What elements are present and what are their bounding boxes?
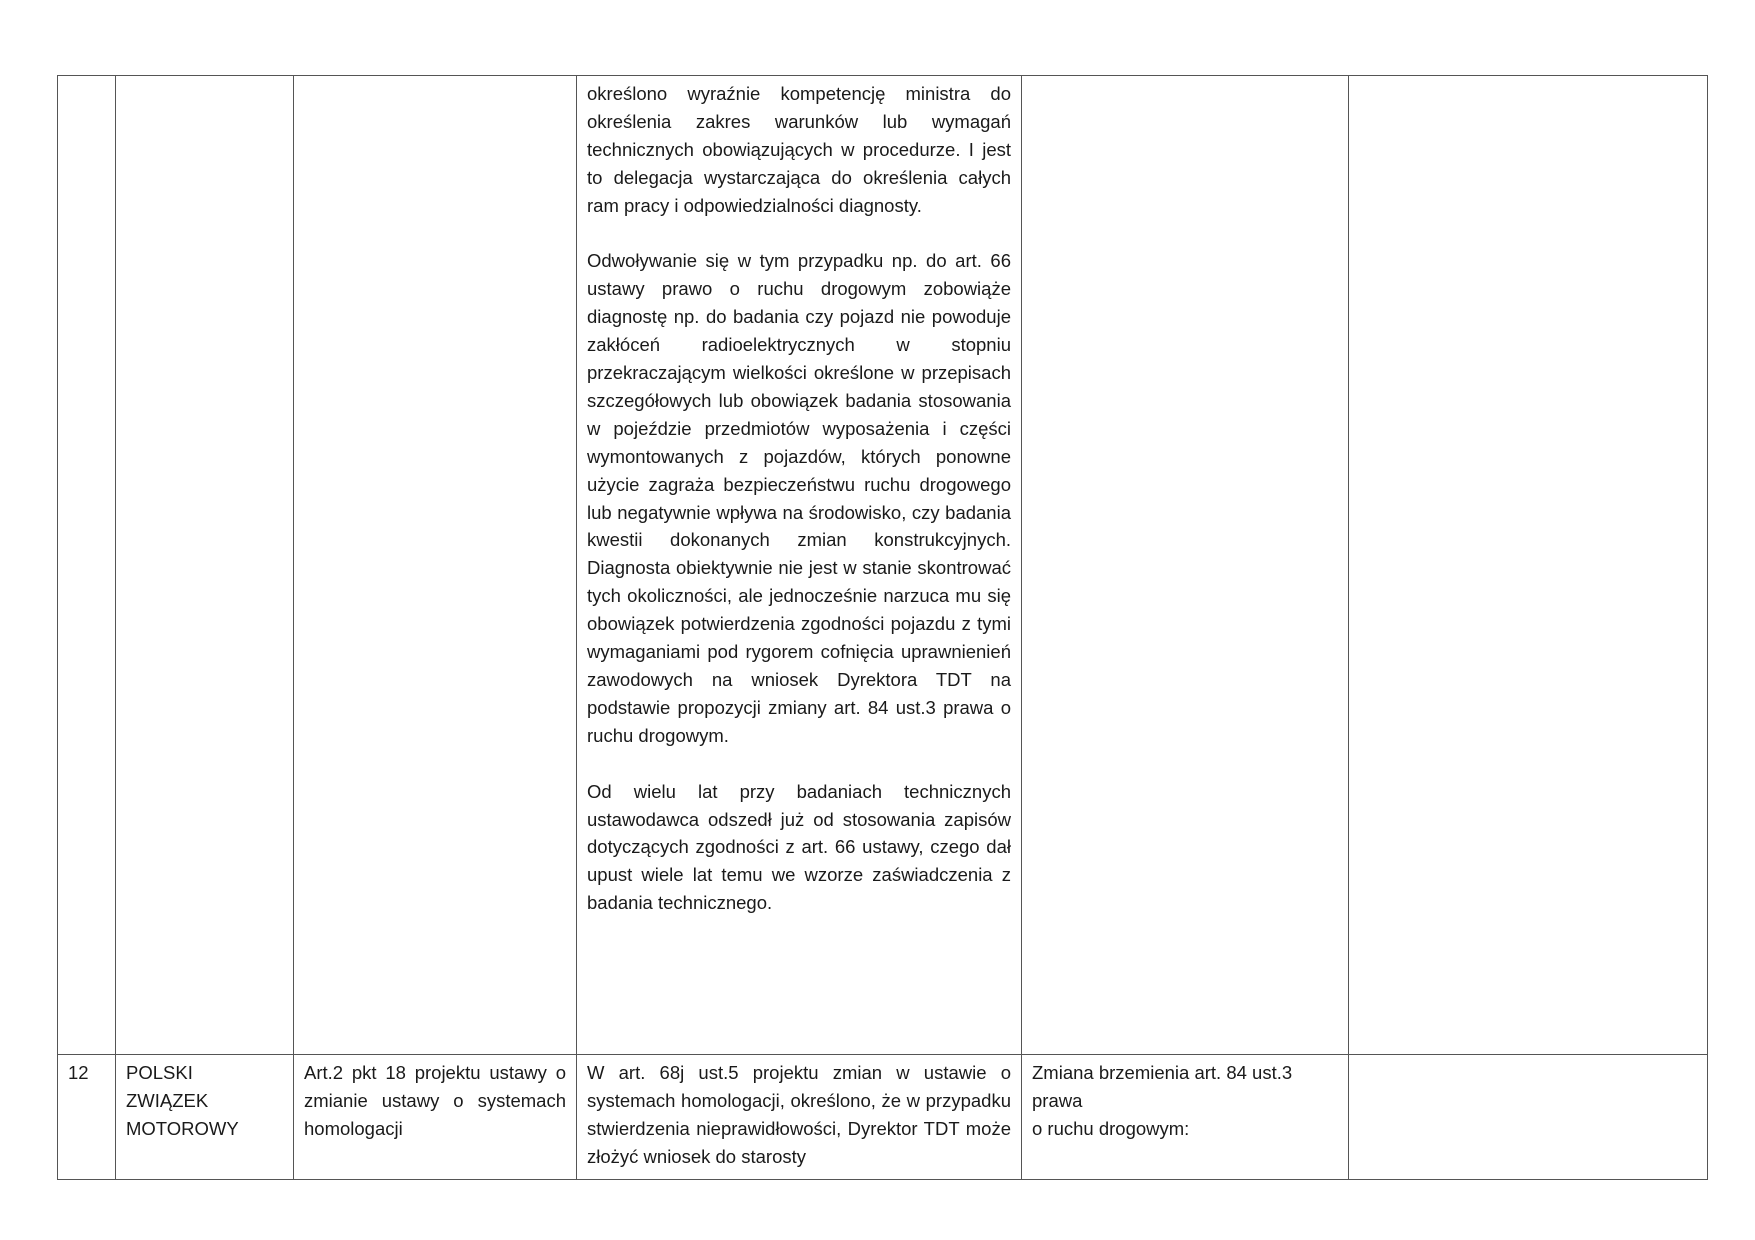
comment-paragraph: Odwoływanie się w tym przypadku np. do art. 66 ustawy prawo o ruchu drogowym zobowiąże diagnostę np. do badania czy pojazd nie powoduje zakłóceń radioelektrycznych w stopniu przekraczającym wielkości określone w przepisach szczegółowych lub obowiązek badania stosowania w pojeździe przedmiotów wyposażenia i części wymontowanych z pojazdów, których ponowne użycie zagraża bezpieczeństwu ruchu drogowego lub negatywnie wpływa na środowisko, czy badania kwestii dokonanych zmian konstrukcyjnych. Diagnosta obiektywnie nie jest w stanie skontrować tych okoliczności, ale jednocześnie narzuca mu się obowiązek potwierdzenia zgodności pojazdu z tymi wymaganiami pod rygorem cofnięcia uprawnienień zawodowych na wniosek Dyrektora TDT na podstawie propozycji zmiany art. 84 ust.3 prawa o ruchu drogowym. — [587, 250, 1011, 746]
table-row — [58, 76, 1708, 1055]
proposal-line: o ruchu drogowym: — [1032, 1117, 1190, 1139]
organization-line: MOTOROWY — [126, 1117, 239, 1139]
organization-line: POLSKI — [126, 1062, 193, 1083]
comments-table — [57, 75, 1708, 1180]
cell-organization — [116, 76, 294, 1055]
cell-number: 12 — [58, 1055, 116, 1180]
proposal-line: Zmiana brzemienia art. 84 ust.3 prawa — [1032, 1062, 1293, 1111]
organization-line: ZWIĄZEK — [126, 1089, 209, 1111]
cell-response — [1349, 76, 1708, 1055]
cell-comment — [577, 1055, 1022, 1180]
cell-provision: Art.2 pkt 18 projektu ustawy o zmianie ustawy o systemach homologacji — [294, 1055, 577, 1180]
comment-paragraph: Od wielu lat przy badaniach technicznych ustawodawca odszedł już od stosowania zapisów dotyczących zgodności z art. 66 ustawy, czego dał upust wiele lat temu we wzorze zaświadczenia z badania technicznego. — [587, 780, 1011, 914]
cell-proposal — [1022, 76, 1349, 1055]
comment-paragraph: W art. 68j ust.5 projektu zmian w ustawie o systemach homologacji, określono, że w przypadku stwierdzenia nieprawidłowości, Dyrektor TDT może złożyć wniosek do starosty — [587, 1062, 1011, 1167]
cell-organization — [116, 1055, 294, 1180]
cell-comment — [577, 76, 1022, 1055]
cell-proposal — [1022, 1055, 1349, 1180]
cell-number — [58, 76, 116, 1055]
comment-paragraph: określono wyraźnie kompetencję ministra do określenia zakres warunków lub wymagań technicznych obowiązujących w procedurze. I jest to delegacja wystarczająca do określenia całych ram pracy i odpowiedzialności diagnosty. — [587, 83, 1011, 216]
cell-response — [1349, 1055, 1708, 1180]
table-row — [58, 1055, 1708, 1180]
cell-provision — [294, 76, 577, 1055]
